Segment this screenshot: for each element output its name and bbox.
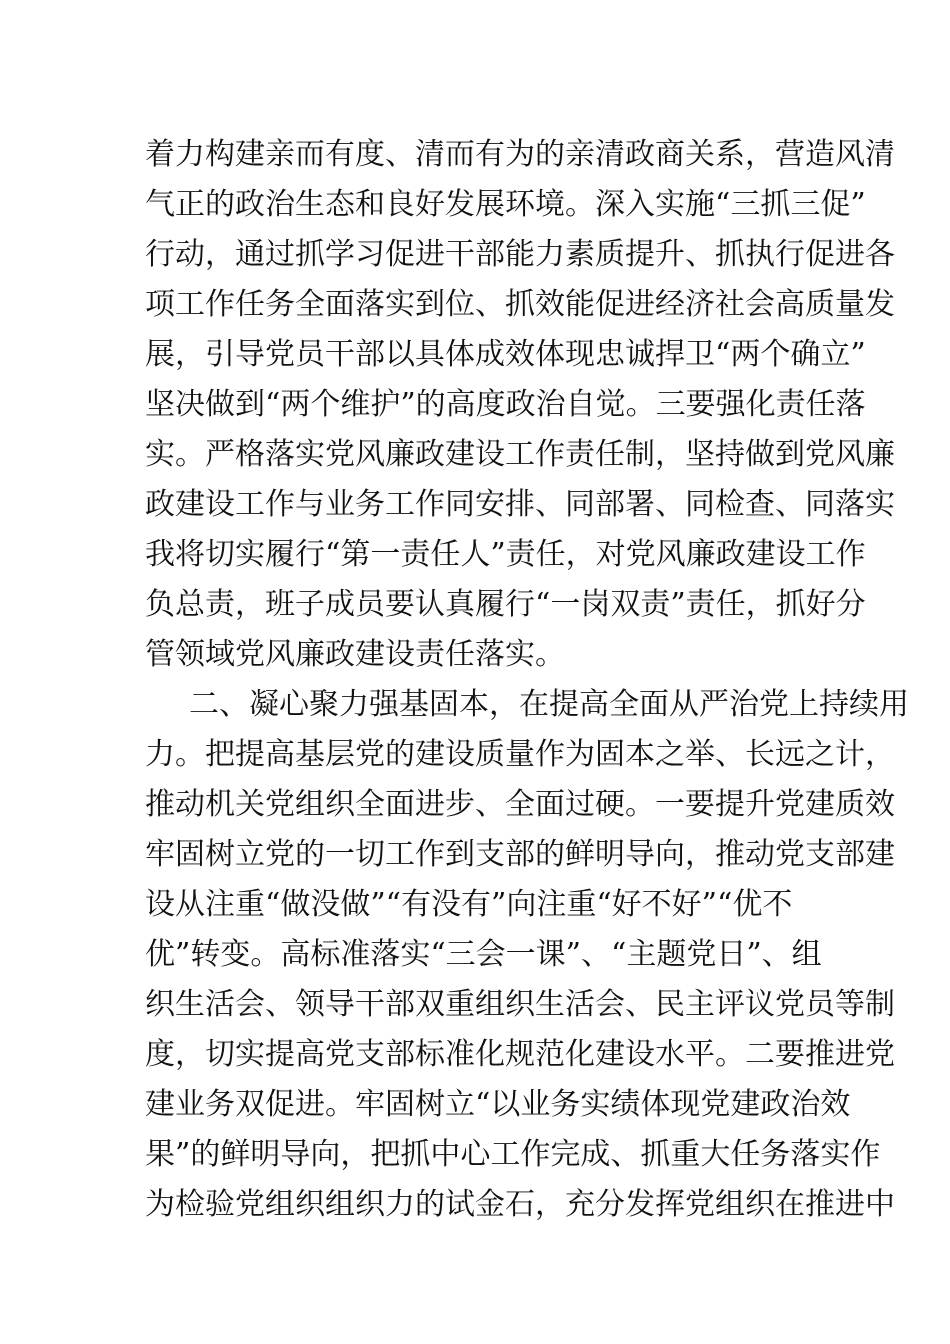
text-line: 建业务双促进。牢固树立“以业务实绩体现党建政治效 [145, 1087, 851, 1122]
text-line: 着力构建亲而有度、清而有为的亲清政商关系，营造风清 [145, 137, 895, 172]
text-line: 气正的政治生态和良好发展环境。深入实施“三抓三促” [145, 187, 866, 222]
text-line: 实。严格落实党风廉政建设工作责任制，坚持做到党风廉 [145, 437, 895, 472]
text-line: 力。把提高基层党的建设质量作为固本之举、长远之计， [145, 737, 895, 772]
text-line: 我将切实履行“第一责任人”责任，对党风廉政建设工作 [145, 537, 866, 572]
body-text [145, 130, 909, 1230]
paragraph-2 [145, 680, 909, 1230]
text-line: 管领域党风廉政建设责任落实。 [145, 637, 565, 672]
text-line: 坚决做到“两个维护”的高度政治自觉。三要强化责任落 [145, 387, 866, 422]
text-line: 展，引导党员干部以具体成效体现忠诚捍卫“两个确立” [145, 337, 866, 372]
text-line: 织生活会、领导干部双重组织生活会、民主评议党员等制 [145, 987, 895, 1022]
text-line: 牢固树立党的一切工作到支部的鲜明导向，推动党支部建 [145, 837, 895, 872]
text-line: 二、凝心聚力强基固本，在提高全面从严治党上持续用 [189, 687, 909, 722]
text-line: 为检验党组织组织力的试金石，充分发挥党组织在推进中 [145, 1187, 895, 1222]
text-line: 优”转变。高标准落实“三会一课”、“主题党日”、组 [145, 937, 822, 972]
text-line: 负总责，班子成员要认真履行“一岗双责”责任，抓好分 [145, 587, 866, 622]
paragraph-1 [145, 130, 895, 680]
text-line: 果”的鲜明导向，把抓中心工作完成、抓重大任务落实作 [145, 1137, 881, 1172]
text-line: 政建设工作与业务工作同安排、同部署、同检查、同落实 [145, 487, 895, 522]
text-line: 设从注重“做没做”“有没有”向注重“好不好”“优不 [145, 887, 793, 922]
text-line: 项工作任务全面落实到位、抓效能促进经济社会高质量发 [145, 287, 895, 322]
text-line: 行动，通过抓学习促进干部能力素质提升、抓执行促进各 [145, 237, 895, 272]
text-line: 度，切实提高党支部标准化规范化建设水平。二要推进党 [145, 1037, 895, 1072]
text-line: 推动机关党组织全面进步、全面过硬。一要提升党建质效 [145, 787, 895, 822]
